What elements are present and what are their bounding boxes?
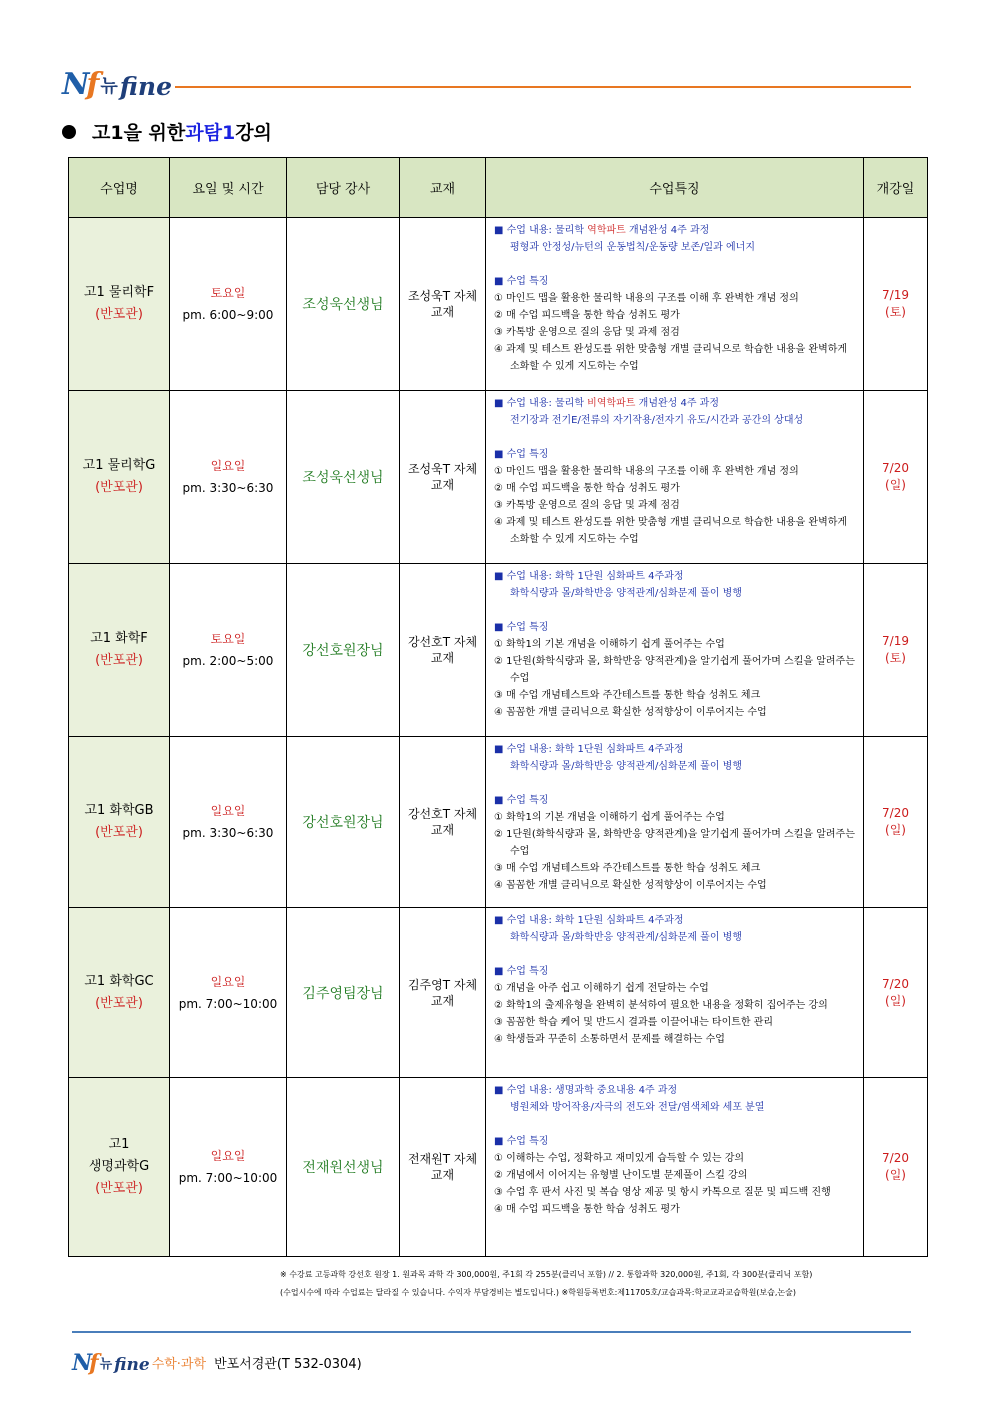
section-title [62,118,272,145]
textbook-cell [400,564,486,737]
feature-item: ③ 꼼꼼한 학습 케어 및 반드시 결과를 이끌어내는 타이트한 관리 [494,1017,774,1028]
teacher-name: 전재원선생님 [287,1078,400,1257]
open-day: (일) [885,478,906,492]
open-date: 7/19 [882,288,909,302]
note-line: (수업시수에 따라 수업료는 달라질 수 있습니다. 수익자 부담경비는 별도입니다.) ※학원등록번호:제11705호/교습과목:학교교과교습학원(보습,논술) [280,1288,797,1297]
feature-item: ③ 카톡방 운영으로 질의 응답 및 과제 점검 [494,500,680,511]
content-line: ■ 수업 내용: 물리학 비역학파트 개념완성 4주 과정 [494,398,720,409]
textbook-line: 교재 [430,993,455,1008]
table-row [69,908,928,1078]
feature-item: ① 화학1의 기본 개념을 이해하기 쉽게 풀어주는 수업 [494,639,725,650]
course-branch: (반포관) [95,995,143,1011]
features-cell [486,737,864,908]
open-date: 7/20 [882,461,909,475]
textbook-line: 전재원T 자체 [407,1152,478,1166]
features-cell [486,908,864,1078]
teacher-name: 조성욱선생님 [287,218,400,391]
footer-branch: 반포서경관(T 532-0304) [214,1357,362,1372]
open-day: (일) [885,993,906,1008]
textbook-line: 강선호T 자체 [407,635,478,649]
logo-mark: Nf [62,67,97,102]
day-time-cell [170,218,287,391]
feature-item: ④ 꼼꼼한 개별 클리닉으로 확실한 성적향상이 이루어지는 수업 [494,707,767,718]
course-time: pm. 7:00~10:00 [178,996,278,1011]
textbook-line: 교재 [430,823,455,837]
teacher-name: 강선호원장님 [287,737,400,908]
footer [72,1352,362,1374]
feature-item: ① 마인드 맵을 활용한 물리학 내용의 구조를 이해 후 완벽한 개념 정의 [494,293,799,304]
feature-label: ■ 수업 특징 [494,1136,549,1147]
footer-logo-korean: 뉴 [99,1357,113,1372]
feature-item: ④ 학생들과 꾸준히 소통하면서 문제를 해결하는 수업 [494,1034,725,1045]
textbook-line: 교재 [430,651,455,665]
course-day: 일요일 [210,1149,246,1163]
open-date-cell [864,391,928,564]
course-day: 토요일 [210,286,246,300]
footer-logo-mark: Nf [72,1350,96,1376]
feature-item: ① 화학1의 기본 개념을 이해하기 쉽게 풀어주는 수업 [494,812,725,823]
feature-item: ② 화학1의 출제유형을 완벽히 분석하여 필요한 내용을 정확히 집어주는 강의 [494,1000,828,1011]
course-name-cell [69,1078,170,1257]
open-date-cell [864,564,928,737]
textbook-line: 조성욱T 자체 [407,289,478,303]
table-row [69,1078,928,1257]
textbook-line: 교재 [430,305,455,319]
footer-logo-fine: fine [114,1355,150,1375]
course-name-cell [69,391,170,564]
course-day: 일요일 [210,459,246,473]
course-day: 일요일 [210,804,246,818]
course-name-cell [69,218,170,391]
open-date: 7/20 [882,976,909,991]
features-cell [486,564,864,737]
course-branch: (반포관) [95,825,143,840]
feature-item: ④ 매 수업 피드백을 통한 학습 성취도 평가 [494,1204,680,1215]
course-name-line2: 생명과학G [88,1159,150,1174]
features-cell [486,1078,864,1257]
course-name: 고1 물리학G [82,458,156,473]
open-day: (일) [885,823,906,837]
open-date: 7/20 [882,806,909,820]
content-line: ■ 수업 내용: 물리학 역학파트 개념완성 4주 과정 [494,225,710,236]
course-time: pm. 7:00~10:00 [178,1171,278,1185]
course-branch: (반포관) [95,307,143,322]
table-row [69,564,928,737]
feature-item: ① 이해하는 수업, 정확하고 재미있게 습득할 수 있는 강의 [494,1153,745,1164]
feature-item: ② 개념에서 이어지는 유형별 난이도별 문제풀이 스킬 강의 [494,1170,748,1181]
course-time: pm. 6:00~9:00 [182,308,274,322]
textbook-line: 교재 [430,1168,455,1182]
textbook-line: 조성욱T 자체 [407,462,478,476]
feature-item: ③ 카톡방 운영으로 질의 응답 및 과제 점검 [494,327,680,338]
textbook-cell [400,737,486,908]
fee-notes [280,1266,940,1302]
day-time-cell [170,908,287,1078]
title-highlight: 과탐1 [185,122,236,144]
course-name: 고1 화학GC [84,973,154,989]
open-day: (토) [885,305,906,319]
content-line: ■ 수업 내용: 화학 1단원 심화파트 4주과정 [494,915,684,926]
header-teacher: 담당 강사 [287,158,400,218]
header-features: 수업특징 [486,158,864,218]
features-cell [486,391,864,564]
course-day: 일요일 [210,974,246,989]
footer-divider [72,1331,911,1333]
course-name: 고1 화학GB [84,803,154,818]
course-branch: (반포관) [95,1181,143,1196]
feature-label: ■ 수업 특징 [494,966,549,977]
header-course-name: 수업명 [69,158,170,218]
course-name: 고1 물리학F [83,285,155,300]
day-time-cell [170,737,287,908]
textbook-cell [400,908,486,1078]
feature-label: ■ 수업 특징 [494,276,549,287]
course-day: 토요일 [210,632,246,646]
feature-item: ③ 매 수업 개념테스트와 주간테스트를 통한 학습 성취도 체크 [494,690,761,701]
feature-item: ② 매 수업 피드백을 통한 학습 성취도 평가 [494,310,680,321]
logo-fine: fine [119,72,172,101]
content-detail: 화학식량과 몰/화학반응 양적관계/심화문제 풀이 병행 [510,588,742,599]
open-day: (토) [885,651,906,665]
teacher-name: 조성욱선생님 [287,391,400,564]
feature-item: ④ 꼼꼼한 개별 클리닉으로 확실한 성적향상이 이루어지는 수업 [494,880,767,891]
header-day-time: 요일 및 시간 [170,158,287,218]
feature-item: ③ 매 수업 개념테스트와 주간테스트를 통한 학습 성취도 체크 [494,863,761,874]
feature-item: ② 매 수업 피드백을 통한 학습 성취도 평가 [494,483,680,494]
textbook-cell [400,218,486,391]
open-date-cell [864,908,928,1078]
textbook-line: 교재 [430,478,455,492]
feature-item: ① 마인드 맵을 활용한 물리학 내용의 구조를 이해 후 완벽한 개념 정의 [494,466,799,477]
header-divider [175,86,911,88]
open-date-cell [864,1078,928,1257]
header-open-date: 개강일 [864,158,928,218]
table-row [69,737,928,908]
day-time-cell [170,564,287,737]
open-day: (일) [885,1168,906,1182]
day-time-cell [170,391,287,564]
course-name: 고1 [108,1137,130,1152]
feature-item: ④ 과제 및 테스트 완성도를 위한 맞춤형 개별 클리닉으로 학습한 내용을 완벽하게 소화할 수 있게 지도하는 수업 [494,517,848,545]
content-detail: 전기장과 전기E/전류의 자기작용/전자기 유도/시간과 공간의 상대성 [510,415,804,426]
teacher-name: 강선호원장님 [287,564,400,737]
header-textbook: 교재 [400,158,486,218]
feature-label: ■ 수업 특징 [494,795,549,806]
course-branch: (반포관) [95,480,143,495]
course-name-cell [69,908,170,1078]
textbook-cell [400,391,486,564]
title-prefix: 고1을 위한 [92,122,186,144]
open-date: 7/19 [882,634,909,648]
course-time: pm. 3:30~6:30 [182,481,274,495]
footer-subjects: 수학·과학 [151,1357,207,1372]
content-line: ■ 수업 내용: 생명과학 중요내용 4주 과정 [494,1085,678,1096]
brand-logo [62,60,172,100]
table-row [69,391,928,564]
title-suffix: 강의 [235,122,272,144]
content-detail: 화학식량과 몰/화학반응 양적관계/심화문제 풀이 병행 [510,761,742,772]
feature-label: ■ 수업 특징 [494,449,549,460]
feature-item: ④ 과제 및 테스트 완성도를 위한 맞춤형 개별 클리닉으로 학습한 내용을 완벽하게 소화할 수 있게 지도하는 수업 [494,344,848,372]
course-time: pm. 2:00~5:00 [182,654,274,668]
feature-item: ① 개념을 아주 쉽고 이해하기 쉽게 전달하는 수업 [494,983,709,994]
content-line: ■ 수업 내용: 화학 1단원 심화파트 4주과정 [494,571,684,582]
course-name-cell [69,737,170,908]
textbook-line: 강선호T 자체 [407,807,478,821]
table-header-row [69,158,928,218]
open-date: 7/20 [882,1151,909,1165]
open-date-cell [864,737,928,908]
table-row [69,218,928,391]
textbook-cell [400,1078,486,1257]
features-cell [486,218,864,391]
feature-item: ③ 수업 후 판서 사진 및 복습 영상 제공 및 항시 카톡으로 질문 및 피드백 진행 [494,1187,831,1198]
feature-label: ■ 수업 특징 [494,622,549,633]
teacher-name: 김주영팀장님 [287,908,400,1078]
bullet-icon [62,125,76,139]
logo-korean: 뉴 [100,76,118,97]
note-line: ※ 수강료 고등과학 강선호 원장 1. 원과목 과학 각 300,000원, 주1회 각 255분(클리닉 포함) // 2. 통합과학 320,000원, 주1회, 각 300분(클리닉 포함) [280,1270,813,1279]
open-date-cell [864,218,928,391]
course-name: 고1 화학F [90,631,148,646]
course-time: pm. 3:30~6:30 [182,826,274,840]
course-branch: (반포관) [95,653,143,668]
content-detail: 병원체와 방어작용/자극의 전도와 전달/염색체와 세포 분열 [510,1102,765,1113]
course-name-cell [69,564,170,737]
feature-item: ② 1단원(화학식량과 몰, 화학반응 양적관계)을 알기쉽게 풀어가며 스킬을 알려주는 수업 [494,656,855,684]
day-time-cell [170,1078,287,1257]
content-line: ■ 수업 내용: 화학 1단원 심화파트 4주과정 [494,744,684,755]
textbook-line: 김주영T 자체 [407,977,478,992]
feature-item: ② 1단원(화학식량과 몰, 화학반응 양적관계)을 알기쉽게 풀어가며 스킬을 알려주는 수업 [494,829,855,857]
content-detail: 화학식량과 몰/화학반응 양적관계/심화문제 풀이 병행 [510,932,742,943]
content-detail: 평형과 안정성/뉴턴의 운동법칙/운동량 보존/일과 에너지 [510,242,756,253]
course-table [68,157,928,1257]
